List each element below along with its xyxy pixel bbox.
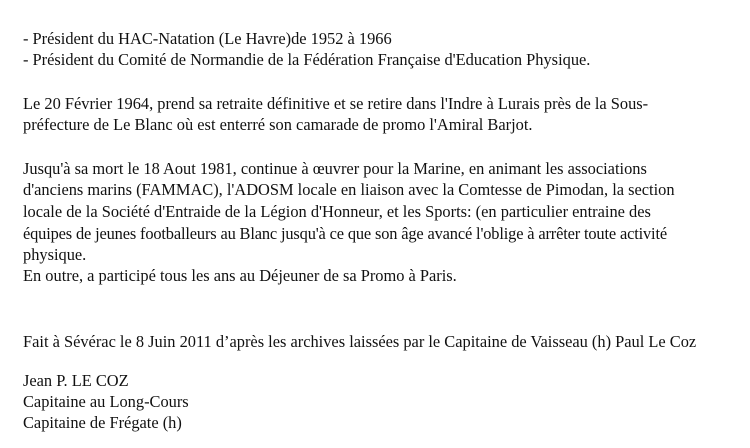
activities-line: Jusqu'à sa mort le 18 Aout 1981, continue à œuvrer pour la Marine, en animant les associations	[23, 159, 647, 178]
signature-place-date: Fait à Sévérac le 8 Juin 2011 d’après les archives laissées par le Capitaine de Vaisseau (h) Paul Le Coz	[23, 332, 697, 351]
author-name: Jean P. LE COZ	[23, 371, 129, 390]
function-line: - Président du HAC-Natation (Le Havre)de 1952 à 1966	[23, 29, 392, 48]
activities-line: physique.	[23, 245, 87, 264]
activities-line: équipes de jeunes footballeurs au Blanc jusqu'à ce que son âge avancé l'oblige à arrêter toute activité	[23, 224, 667, 243]
activities-line: d'anciens marins (FAMMAC), l'ADOSM locale en liaison avec la Comtesse de Pimodan, la section	[23, 180, 675, 199]
author-title: Capitaine de Frégate (h)	[23, 413, 182, 432]
retirement-line: préfecture de Le Blanc où est enterré son camarade de promo l'Amiral Barjot.	[23, 115, 533, 134]
retirement-line: Le 20 Février 1964, prend sa retraite définitive et se retire dans l'Indre à Lurais près de la Sous-	[23, 94, 649, 113]
function-line: - Président du Comité de Normandie de la Fédération Française d'Education Physique.	[23, 50, 591, 69]
activities-line: locale de la Société d'Entraide de la Légion d'Honneur, et les Sports: (en particulier entraine des	[23, 202, 651, 221]
activities-line: En outre, a participé tous les ans au Déjeuner de sa Promo à Paris.	[23, 266, 457, 285]
author-title: Capitaine au Long-Cours	[23, 392, 189, 411]
